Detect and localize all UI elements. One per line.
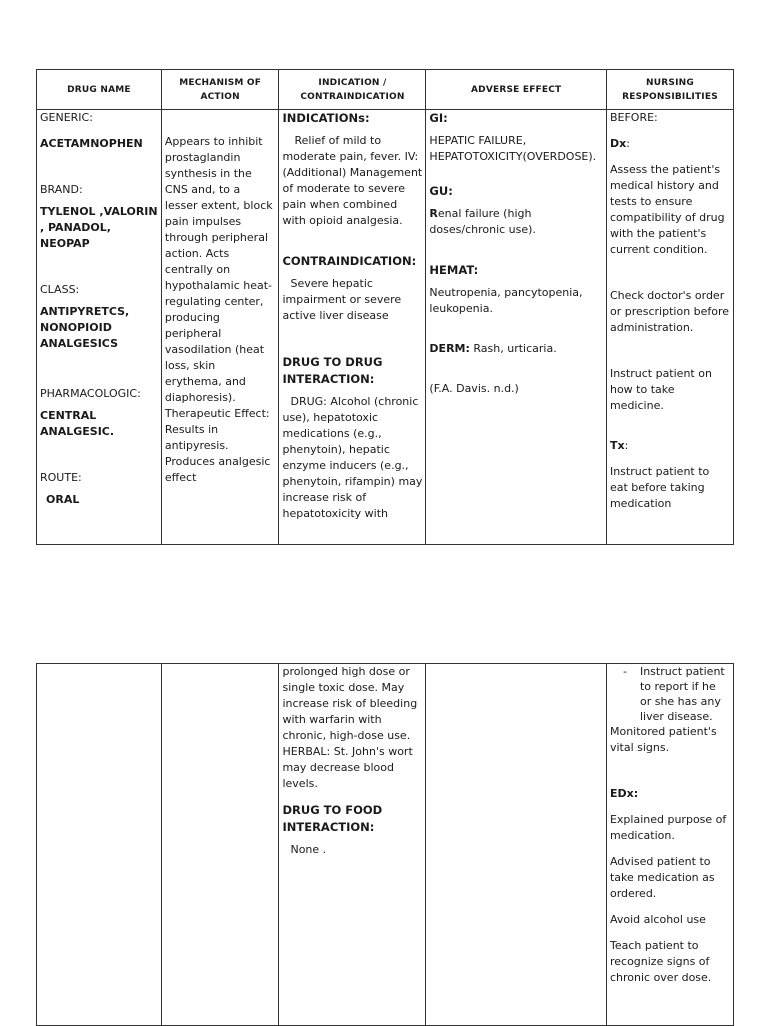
drug-drug-interaction-text: DRUG: Alcohol (chronic use), hepatotoxic medications (e.g., phenytoin), hepatic enzyme inducers (e.g., phenytoin, rifampin) may increase risk of hepatotoxicity with [282,395,423,520]
indication-cell-continued [279,664,426,1026]
tx-item-1: Instruct patient to eat before taking medication [609,465,710,510]
derm-text: Rash, urticaria. [473,342,557,355]
dx-item-2: Check doctor's order or prescription before administration. [609,289,730,334]
hemat-title: HEMAT: [429,263,479,277]
indications-title: INDICATIONs: [282,111,370,125]
pharmacologic-label: PHARMACOLOGIC: [40,387,141,400]
gu-title: GU: [429,184,453,198]
brand-name: TYLENOL ,VALORIN , PANADOL, NEOPAP [40,205,158,250]
drug-food-interaction-text: None . [290,843,327,856]
drug-drug-interaction-title: DRUG TO DRUG INTERACTION: [282,355,383,386]
body-row [37,110,734,545]
derm-line [429,341,603,357]
header-mechanism: MECHANISM OF ACTION [161,70,279,110]
pharmacologic-name: CENTRAL ANALGESIC. [40,409,115,438]
indications-text: Relief of mild to moderate pain, fever. IV: (Additional) Management of moderate to severe pain when combined with opioid analgesia. [282,134,423,227]
gu-initial: R [429,207,438,220]
contraindication-title: CONTRAINDICATION: [282,254,417,268]
header-indication: INDICATION / CONTRAINDICATION [279,70,426,110]
gi-text: HEPATIC FAILURE, HEPATOTOXICITY(OVERDOSE). [429,134,597,163]
gu-text [429,206,603,238]
edx-item-3: Avoid alcohol use [609,913,706,926]
contraindication-text: Severe hepatic impairment or severe active liver disease [282,277,402,322]
header-nursing: NURSING RESPONSIBILITIES [606,70,733,110]
class-name: ANTIPYRETCS, NONOPIOID ANALGESICS [40,305,130,350]
drug-study-table-part-2 [36,663,734,1026]
route-label: ROUTE: [40,471,82,484]
before-label: BEFORE: [609,111,658,124]
header-adverse-effect: ADVERSE EFFECT [426,70,607,110]
drug-name-cell [37,110,162,545]
indication-cell [279,110,426,545]
edx-item-4: Teach patient to recognize signs of chronic over dose. [609,939,712,984]
nursing-cell [606,110,733,545]
header-row [37,70,734,110]
nursing-cell-continued [606,664,733,1026]
route-name: ORAL [46,493,80,506]
dx-line: Dx: [609,137,630,150]
body-row-continued [37,664,734,1026]
bullet-text: Instruct patient to report if he or she has any liver disease. [639,665,725,723]
dx-item-3: Instruct patient on how to take medicine. [609,367,712,412]
tx-label: Tx [609,439,625,452]
mechanism-cell-continued [161,664,279,1026]
brand-label: BRAND: [40,183,83,196]
drug-food-interaction-title: DRUG TO FOOD INTERACTION: [282,803,383,834]
tx-line: Tx: [609,439,629,452]
drug-study-table-part-1 [36,69,734,545]
bullet-dash: - [622,665,627,678]
dx-item-1: Assess the patient's medical history and tests to ensure compatibility of drug with the patient's current condition. [609,163,725,256]
gi-title: GI: [429,111,448,125]
dx-label: Dx [609,137,627,150]
generic-name: ACETAMNOPHEN [40,137,143,150]
adverse-effect-cell [426,110,607,545]
edx-label: EDx: [609,787,639,800]
derm-title: DERM: [429,342,470,355]
drug-drug-interaction-text-continued: prolonged high dose or single toxic dose. May increase risk of bleeding with warfarin with chronic, high-dose use. HERBAL: St. John's wort may decrease blood levels. [282,665,418,790]
class-label: CLASS: [40,283,80,296]
header-drug-name: DRUG NAME [37,70,162,110]
source-citation: (F.A. Davis. n.d.) [429,382,519,395]
mechanism-cell [161,110,279,545]
generic-label: GENERIC: [40,111,93,124]
tx-item-2: Monitored patient's vital signs. [609,725,717,754]
hemat-text: Neutropenia, pancytopenia, leukopenia. [429,286,583,315]
edx-item-1: Explained purpose of medication. [609,813,727,842]
adverse-effect-cell-continued [426,664,607,1026]
drug-name-cell-continued [37,664,162,1026]
mechanism-text: Appears to inhibit prostaglandin synthesis in the CNS and, to a lesser extent, block pain impulses through peripheral action. Acts centrally on hypothalamic heat-regulating center, producing peripheral vasodilation (heat loss, skin erythema, and diaphoresis). Therapeutic Effect: Results in antipyresis. Produces analgesic effect [164,135,273,484]
gu-rest: enal failure (high doses/chronic use). [429,207,536,236]
edx-item-2: Advised patient to take medication as ordered. [609,855,715,900]
bullet-item [610,664,730,724]
